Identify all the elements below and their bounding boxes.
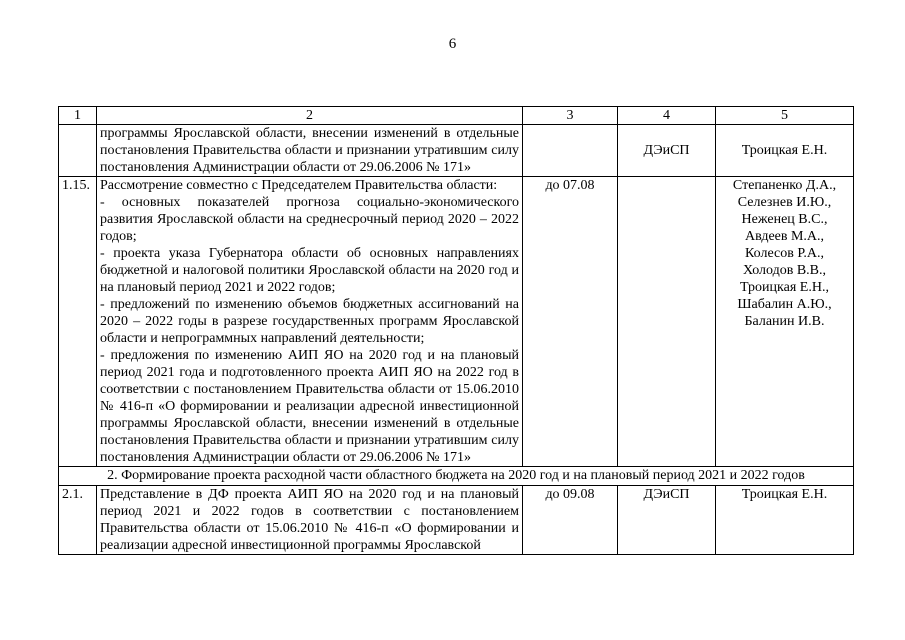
department-cell: ДЭиСП bbox=[618, 125, 716, 177]
row-number bbox=[59, 125, 97, 177]
section-heading-row bbox=[59, 467, 854, 486]
task-line: - проекта указа Губернатора области об основных направлениях бюджетной и налоговой политики Ярославской области на 2020 год и на плановый период 2021 и 2022 годов; bbox=[100, 246, 519, 295]
responsible-person: Селезнев И.Ю., bbox=[737, 195, 832, 210]
task-description: Представление в ДФ проекта АИП ЯО на 2020 год и на плановый период 2021 и 2022 годов в соответствии с постановлением Правительства области от 15.06.2010 № 416-п «О формировании и реализации адресной инвестиционной программы Ярославской bbox=[97, 486, 523, 555]
deadline-cell: до 09.08 bbox=[523, 486, 618, 555]
table-row-continuation bbox=[59, 125, 854, 177]
column-header-1: 1 bbox=[59, 107, 97, 125]
table-row-1-15 bbox=[59, 177, 854, 467]
row-number: 1.15. bbox=[59, 177, 97, 467]
task-description bbox=[97, 177, 523, 467]
responsible-cell: Троицкая Е.Н. bbox=[716, 125, 854, 177]
responsible-person: Шабалин А.Ю., bbox=[737, 297, 832, 312]
responsible-cell: Троицкая Е.Н. bbox=[716, 486, 854, 555]
responsible-cell bbox=[716, 177, 854, 467]
department-cell: ДЭиСП bbox=[618, 486, 716, 555]
task-line: - предложения по изменению АИП ЯО на 2020 год и на плановый период 2021 года и подготовленного проекта АИП ЯО на 2022 год в соответствии с постановлением Правительства области от 15.06.2010 № 416-п «О формировании и реализации адресной инвестиционной программы Ярославской области, внесении изменений в отдельные постановления Правительства области и признании утратившим силу постановления Администрации области от 29.06.2006 № 171» bbox=[100, 348, 519, 465]
page-number: 6 bbox=[448, 36, 457, 52]
deadline-cell bbox=[523, 125, 618, 177]
column-header-5: 5 bbox=[716, 107, 854, 125]
task-line: Рассмотрение совместно с Председателем Правительства области: bbox=[100, 178, 498, 193]
task-line: - основных показателей прогноза социально-экономического развития Ярославской области на среднесрочный период 2020 – 2022 годов; bbox=[100, 195, 519, 244]
responsible-person: Баланин И.В. bbox=[744, 314, 825, 329]
responsible-person: Колесов Р.А., bbox=[745, 246, 824, 261]
responsible-person: Троицкая Е.Н., bbox=[740, 280, 829, 295]
department-cell bbox=[618, 177, 716, 467]
column-header-3: 3 bbox=[523, 107, 618, 125]
responsible-person: Степаненко Д.А., bbox=[732, 178, 837, 193]
responsible-person: Холодов В.В., bbox=[742, 263, 827, 278]
deadline-cell: до 07.08 bbox=[523, 177, 618, 467]
responsible-person: Авдеев М.А., bbox=[744, 229, 825, 244]
row-number: 2.1. bbox=[59, 486, 97, 555]
column-header-2: 2 bbox=[97, 107, 523, 125]
plan-table bbox=[58, 106, 854, 555]
table-header-row bbox=[59, 107, 854, 125]
table-row-2-1 bbox=[59, 486, 854, 555]
task-line: - предложений по изменению объемов бюджетных ассигнований на 2020 – 2022 годы в разрезе государственных программ Ярославской области и непрограммных направлений деятельности; bbox=[100, 297, 519, 346]
task-description: программы Ярославской области, внесении изменений в отдельные постановления Правительства области и признании утратившим силу постановления Администрации области от 29.06.2006 № 171» bbox=[97, 125, 523, 177]
responsible-person: Неженец В.С., bbox=[741, 212, 828, 227]
column-header-4: 4 bbox=[618, 107, 716, 125]
section-heading: 2. Формирование проекта расходной части областного бюджета на 2020 год и на плановый период 2021 и 2022 годов bbox=[59, 467, 854, 486]
